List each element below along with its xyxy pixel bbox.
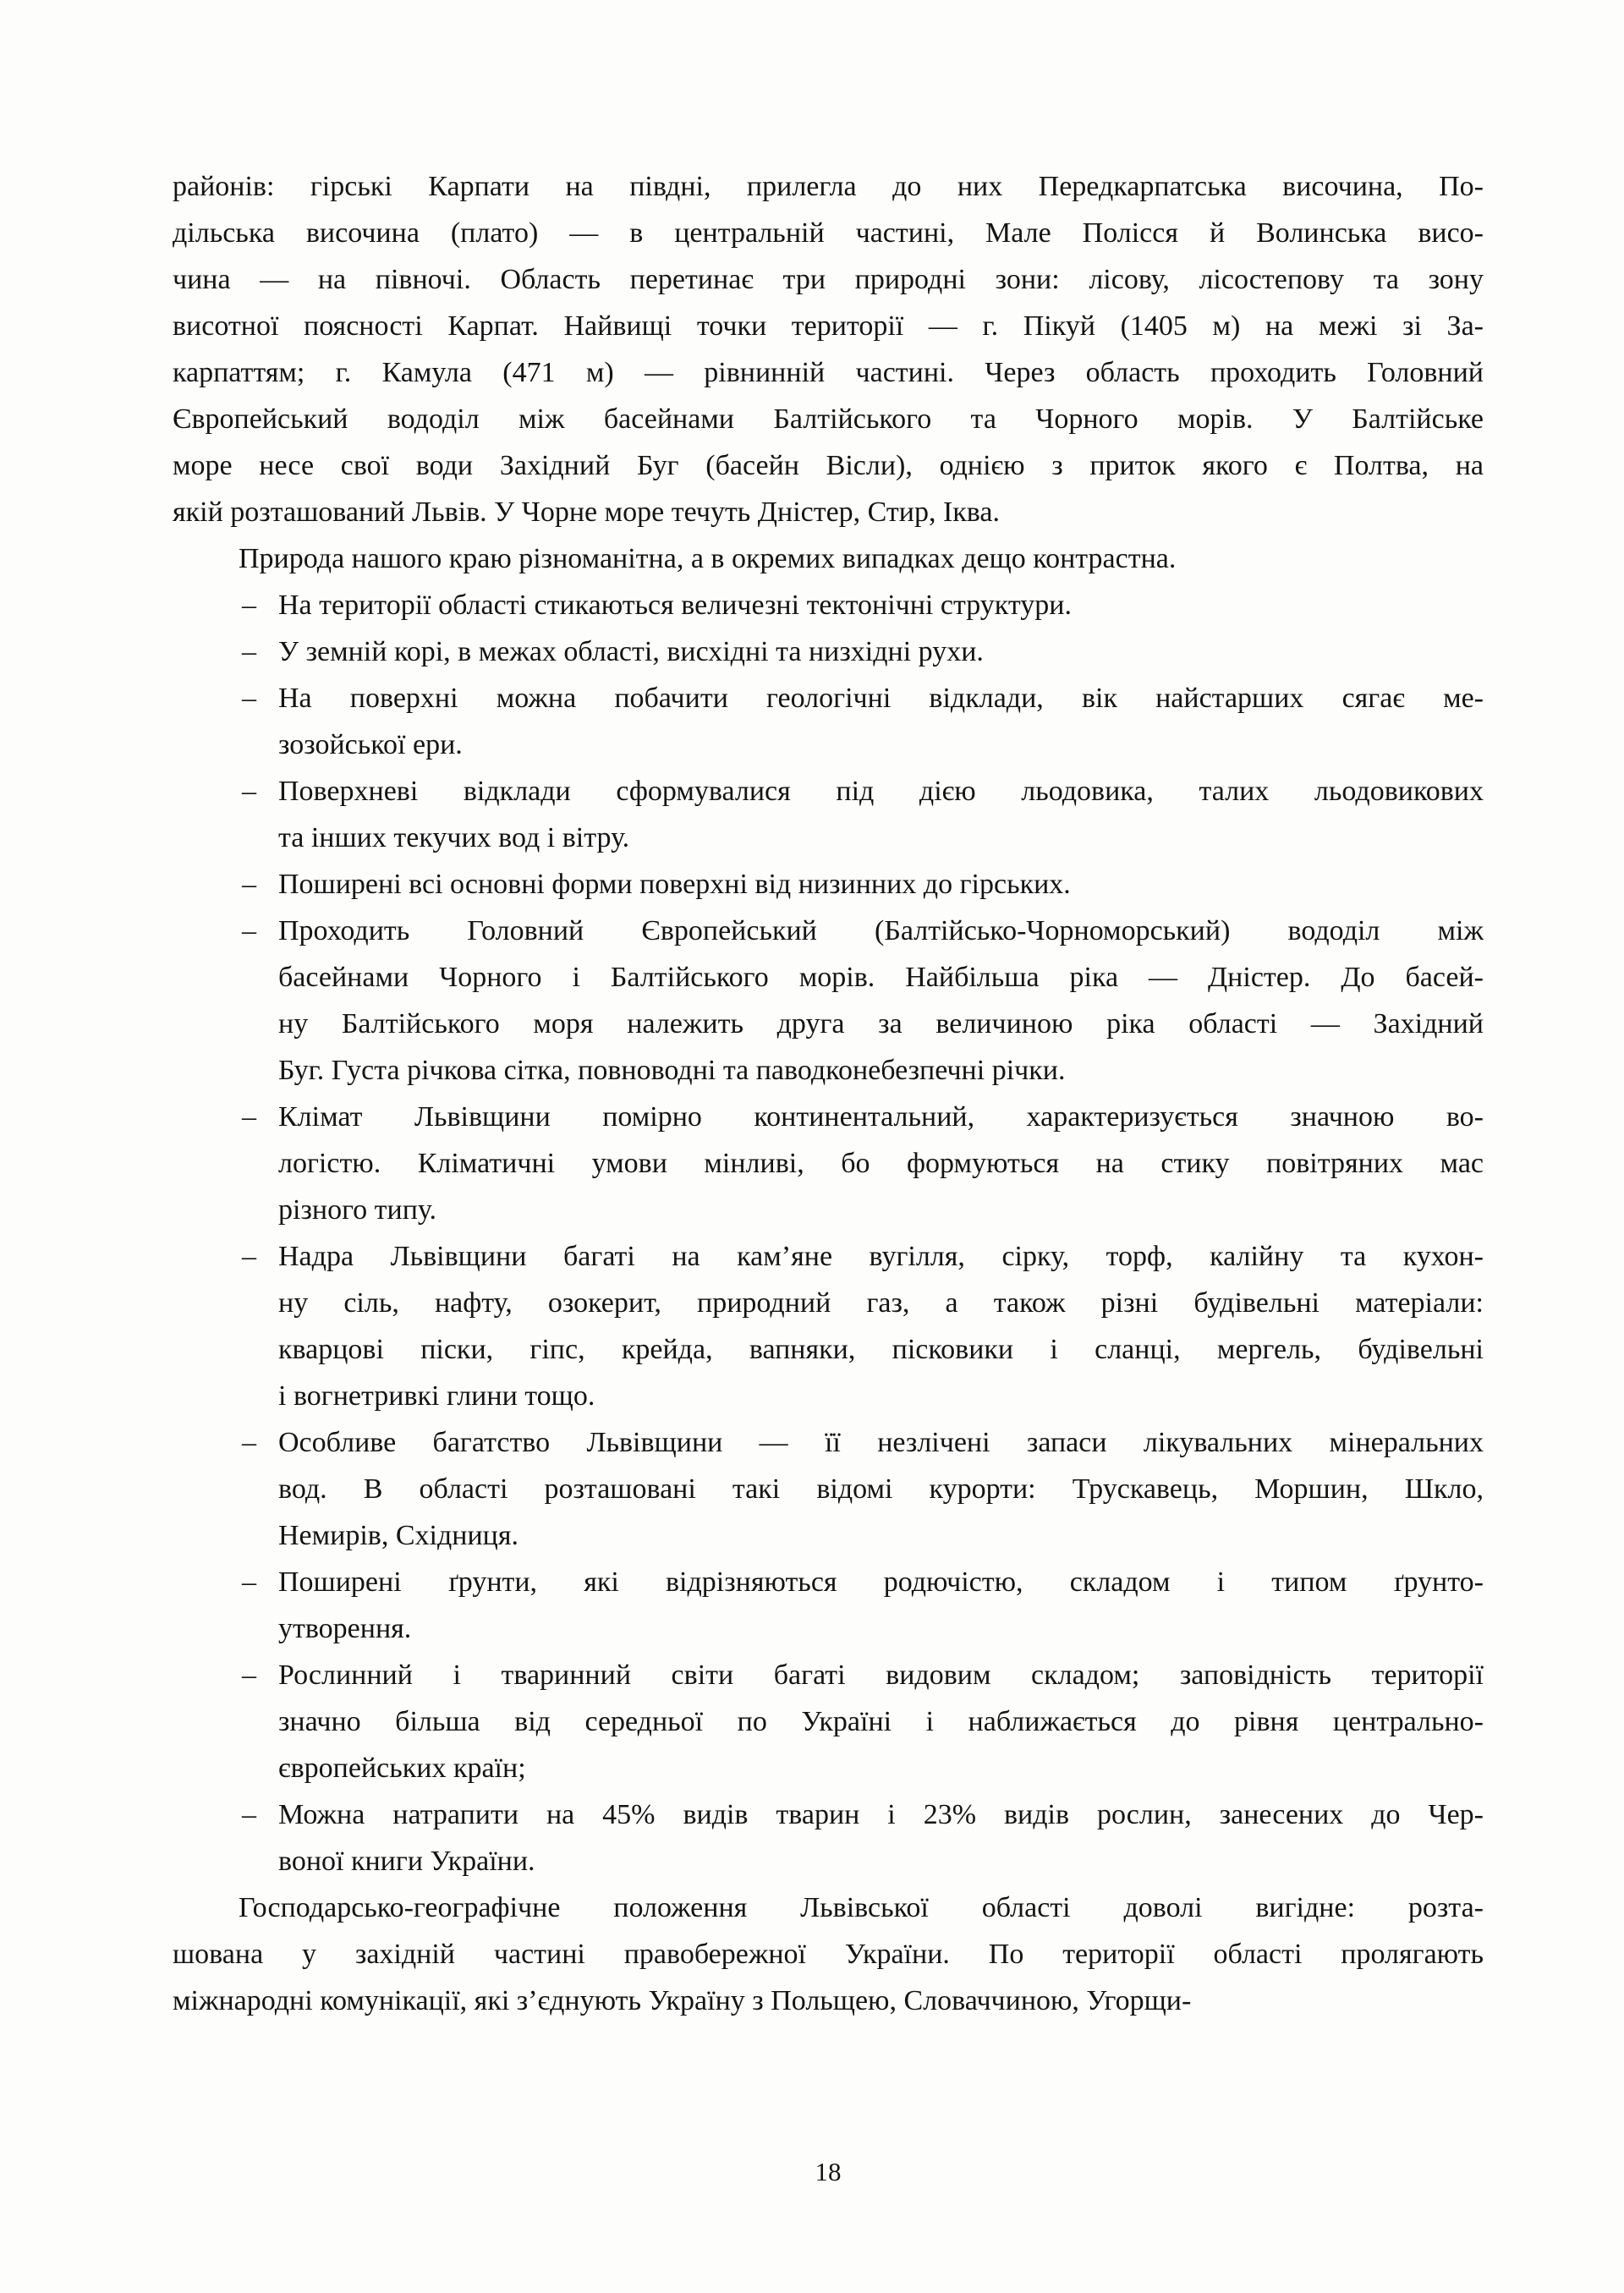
text-line: Поширені ґрунти, які відрізняються родючістю, складом і типом ґрунто- (278, 1566, 1484, 1598)
bullet-item (173, 1094, 1484, 1233)
bullet-item (173, 582, 1484, 628)
bullet-item (173, 1233, 1484, 1419)
bullet-dash-icon: – (242, 1799, 256, 1830)
bullet-dash-icon: – (242, 1427, 256, 1458)
text-line: басейнами Чорного і Балтійського морів. Найбільша ріка — Дністер. До басей- (278, 962, 1484, 993)
bullet-dash-icon: – (242, 590, 256, 621)
bullet-item (173, 628, 1484, 675)
text-column (173, 163, 1484, 2024)
text-line: Особливе багатство Львівщини — її незлічені запаси лікувальних мінеральних (278, 1427, 1484, 1458)
bullet-item (173, 675, 1484, 768)
bullet-dash-icon: – (242, 1241, 256, 1272)
text-line: якій розташований Львів. У Чорне море течуть Дністер, Стир, Іква. (173, 496, 1000, 528)
text-line: Природа нашого краю різноманітна, а в окремих випадках дещо контрастна. (239, 543, 1177, 574)
text-line: міжнародні комунікації, які з’єднують Україну з Польщею, Словаччиною, Угорщи- (173, 1985, 1192, 2016)
text-line: Поверхневі відклади сформувалися під дією льодовика, талих льодовикових (278, 776, 1484, 807)
text-line: висотної поясності Карпат. Найвищі точки території — г. Пікуй (1405 м) на межі зі За- (173, 310, 1484, 342)
text-line: На поверхні можна побачити геологічні відклади, вік найстарших сягає ме- (278, 683, 1484, 714)
bullet-dash-icon: – (242, 776, 256, 807)
bullet-item (173, 1419, 1484, 1559)
bullet-item (173, 1559, 1484, 1652)
bullet-item (173, 1791, 1484, 1884)
bullet-dash-icon: – (242, 1659, 256, 1691)
text-line: Надра Львівщини багаті на кам’яне вугілля, сірку, торф, калійну та кухон- (278, 1241, 1484, 1272)
text-line: шована у західній частині правобережної України. По території області пролягають (173, 1939, 1484, 1970)
text-line: зозойської ери. (278, 729, 463, 760)
bullet-dash-icon: – (242, 869, 256, 900)
text-line: чина — на півночі. Область перетинає три природні зони: лісову, лісостепову та зону (173, 264, 1484, 295)
paragraph (173, 1884, 1484, 2024)
text-line: На території області стикаються величезні тектонічні структури. (278, 590, 1072, 621)
bullet-dash-icon: – (242, 636, 256, 667)
bullet-dash-icon: – (242, 1101, 256, 1133)
bullet-item (173, 908, 1484, 1094)
text-line: вод. В області розташовані такі відомі курорти: Трускавець, Моршин, Шкло, (278, 1473, 1484, 1505)
text-line: Господарсько-географічне положення Львівської області доволі вигідне: розта- (239, 1892, 1484, 1923)
text-line: ну Балтійського моря належить друга за величиною ріка області — Західний (278, 1008, 1484, 1040)
bullet-dash-icon: – (242, 915, 256, 946)
text-line: районів: гірські Карпати на півдні, прилегла до них Передкарпатська височина, По- (173, 171, 1484, 202)
paragraph (173, 163, 1484, 535)
text-line: європейських країн; (278, 1753, 526, 1784)
text-line: логістю. Кліматичні умови мінливі, бо формуються на стику повітряних мас (278, 1148, 1484, 1179)
text-line: Клімат Львівщини помірно континентальний, характеризується значною во- (278, 1101, 1484, 1133)
text-line: море несе свої води Західний Буг (басейн Вісли), однією з приток якого є Полтва, на (173, 450, 1484, 481)
text-line: дільська височина (плато) — в центральній частині, Мале Полісся й Волинська висо- (173, 217, 1484, 249)
text-line: Проходить Головний Європейський (Балтійсько-Чорноморський) вододіл між (278, 915, 1484, 946)
text-line: утворення. (278, 1613, 412, 1644)
text-line: ну сіль, нафту, озокерит, природний газ, а також різні будівельні матеріали: (278, 1287, 1484, 1319)
text-line: Буг. Густа річкова сітка, повноводні та паводконебезпечні річки. (278, 1055, 1066, 1086)
paragraph (173, 535, 1484, 582)
bullet-dash-icon: – (242, 1566, 256, 1598)
text-line: воної книги України. (278, 1846, 535, 1877)
page-number: 18 (815, 2157, 842, 2186)
bullet-item (173, 1652, 1484, 1791)
text-line: і вогнетривкі глини тощо. (278, 1380, 595, 1412)
text-line: кварцові піски, гіпс, крейда, вапняки, пісковики і сланці, мергель, будівельні (278, 1334, 1484, 1365)
text-line: Немирів, Східниця. (278, 1520, 519, 1551)
text-line: значно більша від середньої по Україні і наближається до рівня центрально- (278, 1706, 1484, 1737)
text-line: Європейський вододіл між басейнами Балтійського та Чорного морів. У Балтійське (173, 403, 1484, 435)
text-line: різного типу. (278, 1194, 437, 1226)
text-line: Рослинний і тваринний світи багаті видовим складом; заповідність території (278, 1659, 1484, 1691)
text-line: карпаттям; г. Камула (471 м) — рівнинній частині. Через область проходить Головний (173, 357, 1484, 388)
text-line: Поширені всі основні форми поверхні від низинних до гірських. (278, 869, 1071, 900)
text-line: Можна натрапити на 45% видів тварин і 23% видів рослин, занесених до Чер- (278, 1799, 1484, 1830)
bullet-item (173, 768, 1484, 861)
text-line: У земній корі, в межах області, висхідні та низхідні рухи. (278, 636, 984, 667)
bullet-dash-icon: – (242, 683, 256, 714)
text-line: та інших текучих вод і вітру. (278, 822, 630, 853)
bullet-item (173, 861, 1484, 908)
